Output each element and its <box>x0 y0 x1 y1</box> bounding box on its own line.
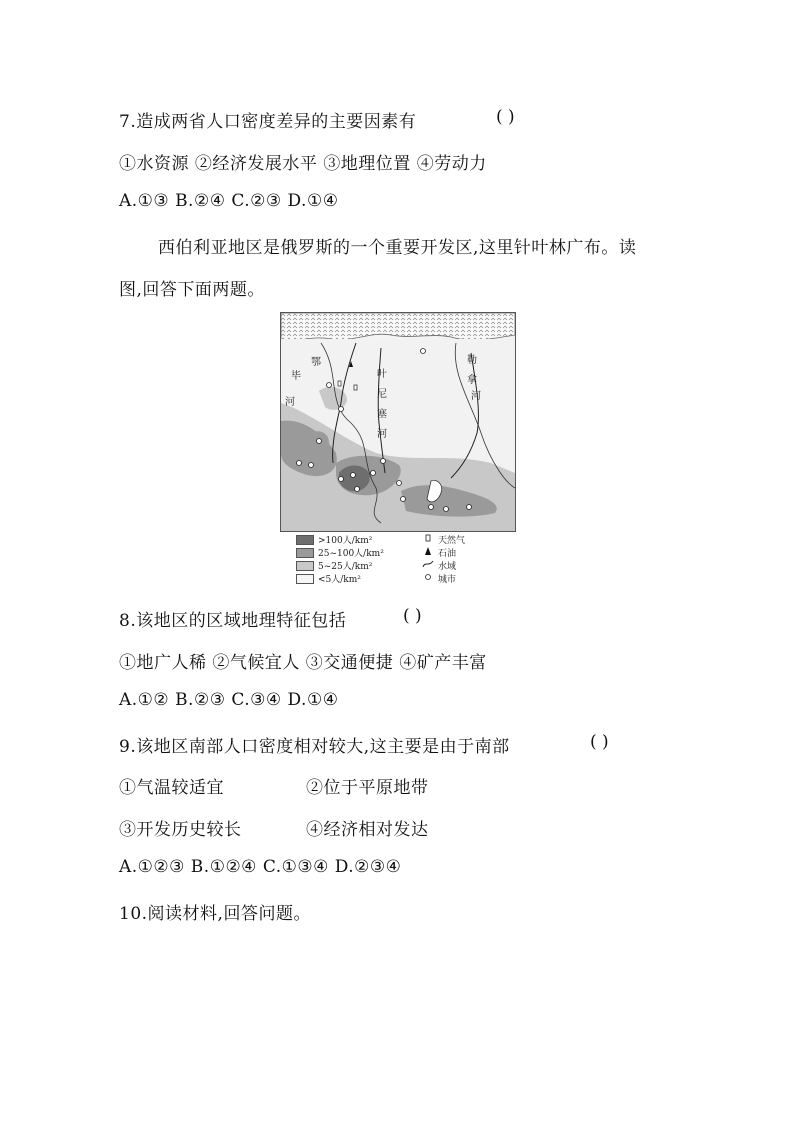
legend-5-25-label: 5~25人/km² <box>318 562 373 572</box>
q7-items: ①水资源 ②经济发展水平 ③地理位置 ④劳动力 <box>119 154 487 174</box>
yenisei-label-3: 塞 <box>377 409 387 420</box>
q7-answer-paren: ( ) <box>496 107 515 127</box>
ob-label-1: 鄂 <box>311 357 321 368</box>
q9-stem: 9.该地区南部人口密度相对较大,这主要是由于南部 <box>119 737 510 757</box>
legend-city-label: 城市 <box>438 575 457 585</box>
ob-label-2: 毕 <box>291 371 301 382</box>
q7-stem: 7.造成两省人口密度差异的主要因素有 <box>119 112 417 132</box>
legend-25-100 <box>296 546 384 559</box>
legend-oil <box>422 546 456 559</box>
yenisei-label-1: 叶 <box>377 369 387 380</box>
lena-label-1: 勒 <box>467 355 477 366</box>
yenisei-label-2: 尼 <box>377 389 387 400</box>
city-marker <box>339 477 344 482</box>
legend-lt5-label: <5人/km² <box>318 575 361 585</box>
city-marker <box>467 505 472 510</box>
legend-gas <box>422 533 465 546</box>
city-marker <box>429 505 434 510</box>
q8-items: ①地广人稀 ②气候宜人 ③交通便捷 ④矿产丰富 <box>119 653 487 673</box>
city-marker <box>371 471 376 476</box>
city-marker <box>351 473 356 478</box>
q9-item-3: ③开发历史较长 <box>119 820 242 840</box>
legend-swatch-lt5 <box>296 574 314 584</box>
gas-marker <box>354 385 357 390</box>
intro-line-1: 西伯利亚地区是俄罗斯的一个重要开发区,这里针叶林广布。读 <box>158 238 637 258</box>
city-marker <box>327 383 332 388</box>
city-marker <box>355 487 360 492</box>
q9-item-2: ②位于平原地带 <box>306 778 429 798</box>
city-marker <box>444 507 449 512</box>
city-marker <box>339 407 344 412</box>
legend-25-100-label: 25~100人/km² <box>318 549 384 559</box>
city-marker <box>401 497 406 502</box>
q10-stem: 10.阅读材料,回答问题。 <box>119 904 311 924</box>
legend-oil-label: 石油 <box>438 549 457 559</box>
lena-label-3: 河 <box>471 391 481 402</box>
lena-label-2: 拿 <box>467 375 477 386</box>
arctic-sea <box>281 313 515 341</box>
city-marker <box>397 481 402 486</box>
legend-water-label: 水域 <box>438 562 457 572</box>
map-graphic <box>281 313 515 531</box>
city-icon <box>422 573 434 584</box>
city-marker <box>317 439 322 444</box>
siberia-population-map <box>280 312 516 532</box>
legend-lt5 <box>296 572 361 585</box>
map-legend <box>296 533 516 589</box>
legend-gas-label: 天然气 <box>438 536 466 546</box>
q9-item-1: ①气温较适宜 <box>119 778 224 798</box>
legend-swatch-25-100 <box>296 548 314 558</box>
q8-options: A.①② B.②③ C.③④ D.①④ <box>119 690 339 710</box>
gas-icon <box>422 534 434 545</box>
city-marker <box>421 349 426 354</box>
city-marker <box>381 459 386 464</box>
water-icon <box>422 560 434 571</box>
oil-icon <box>422 547 434 558</box>
legend-city <box>422 572 456 585</box>
legend-swatch-gt100 <box>296 535 314 545</box>
ob-label-3: 河 <box>285 397 295 408</box>
legend-gt100 <box>296 533 372 546</box>
yenisei-label-4: 河 <box>377 429 387 440</box>
gas-marker <box>338 381 341 386</box>
q7-options: A.①③ B.②④ C.②③ D.①④ <box>119 191 339 211</box>
intro-line-2: 图,回答下面两题。 <box>119 280 265 300</box>
q9-answer-paren: ( ) <box>590 732 609 752</box>
legend-water <box>422 559 456 572</box>
q9-item-4: ④经济相对发达 <box>306 820 429 840</box>
city-marker <box>309 463 314 468</box>
legend-swatch-5-25 <box>296 561 314 571</box>
q8-stem: 8.该地区的区域地理特征包括 <box>119 611 347 631</box>
legend-gt100-label: >100人/km² <box>318 536 373 546</box>
q9-options: A.①②③ B.①②④ C.①③④ D.②③④ <box>119 857 402 877</box>
city-marker <box>297 461 302 466</box>
q8-answer-paren: ( ) <box>403 606 422 626</box>
legend-5-25 <box>296 559 372 572</box>
